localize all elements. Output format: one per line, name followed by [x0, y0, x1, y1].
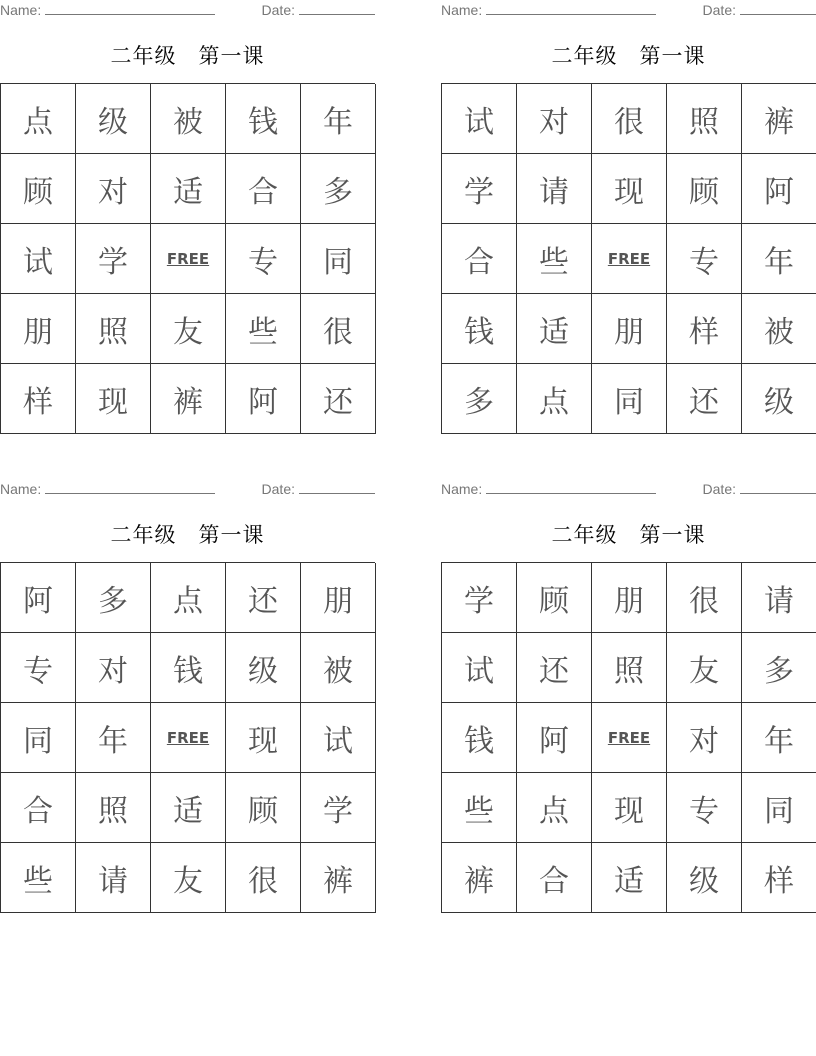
bingo-cell: 友: [151, 843, 226, 913]
bingo-cell: 还: [667, 364, 742, 434]
bingo-cell: 学: [442, 563, 517, 633]
bingo-cell: 学: [76, 224, 151, 294]
bingo-cell: 些: [442, 773, 517, 843]
bingo-cell: 裤: [151, 364, 226, 434]
date-label: Date:: [261, 481, 295, 497]
bingo-grid: [441, 562, 816, 913]
bingo-cell: 合: [442, 224, 517, 294]
bingo-cell: 专: [667, 224, 742, 294]
bingo-cell: 被: [742, 294, 816, 364]
name-label: Name:: [0, 481, 42, 497]
date-label: Date:: [702, 2, 736, 18]
free-space: FREE: [151, 224, 226, 294]
bingo-cell: 同: [742, 773, 816, 843]
name-field: [441, 481, 656, 497]
free-space: FREE: [151, 703, 226, 773]
bingo-cell: 些: [517, 224, 592, 294]
date-field: [703, 2, 816, 18]
bingo-cell: 朋: [592, 294, 667, 364]
name-date-row: [0, 2, 375, 20]
bingo-cell: 年: [301, 84, 376, 154]
bingo-cell: 多: [742, 633, 816, 703]
bingo-cell: 样: [667, 294, 742, 364]
bingo-cell: 对: [76, 154, 151, 224]
bingo-cell: 朋: [1, 294, 76, 364]
bingo-cell: 被: [301, 633, 376, 703]
bingo-cell: 级: [76, 84, 151, 154]
date-blank-line: [299, 2, 375, 15]
name-field: [0, 481, 215, 497]
bingo-cell: 被: [151, 84, 226, 154]
bingo-cell: 合: [517, 843, 592, 913]
free-space: FREE: [592, 224, 667, 294]
bingo-cell: 适: [592, 843, 667, 913]
bingo-cell: 阿: [742, 154, 816, 224]
bingo-cell: 点: [151, 563, 226, 633]
bingo-cell: 很: [226, 843, 301, 913]
bingo-cell: 顾: [226, 773, 301, 843]
bingo-cell: 试: [301, 703, 376, 773]
bingo-cell: 裤: [742, 84, 816, 154]
bingo-cell: 钱: [226, 84, 301, 154]
bingo-cell: 阿: [1, 563, 76, 633]
bingo-cell: 友: [151, 294, 226, 364]
bingo-cell: 很: [592, 84, 667, 154]
name-field: [441, 2, 656, 18]
bingo-cell: 裤: [301, 843, 376, 913]
bingo-cell: 级: [742, 364, 816, 434]
bingo-grid: [0, 562, 375, 913]
bingo-cell: 年: [76, 703, 151, 773]
bingo-cell: 对: [517, 84, 592, 154]
name-blank-line: [45, 2, 215, 15]
bingo-cell: 现: [592, 154, 667, 224]
date-blank-line: [299, 481, 375, 494]
name-label: Name:: [441, 481, 483, 497]
name-label: Name:: [0, 2, 42, 18]
card-title: 二年级 第一课: [551, 523, 706, 547]
bingo-cell: 对: [76, 633, 151, 703]
bingo-cell: 年: [742, 224, 816, 294]
bingo-cell: 现: [226, 703, 301, 773]
bingo-cell: 钱: [442, 294, 517, 364]
bingo-cell: 级: [226, 633, 301, 703]
bingo-cell: 还: [517, 633, 592, 703]
date-field: [703, 481, 816, 497]
name-date-row: [0, 481, 375, 499]
bingo-cell: 合: [226, 154, 301, 224]
card-title: 二年级 第一课: [110, 523, 265, 547]
bingo-cell: 裤: [442, 843, 517, 913]
bingo-cell: 点: [517, 364, 592, 434]
bingo-cell: 现: [76, 364, 151, 434]
bingo-cell: 样: [1, 364, 76, 434]
bingo-cell: 专: [1, 633, 76, 703]
bingo-cell: 多: [76, 563, 151, 633]
bingo-cell: 请: [517, 154, 592, 224]
bingo-card: [0, 0, 375, 440]
date-field: [262, 481, 375, 497]
bingo-cell: 点: [1, 84, 76, 154]
bingo-cell: 学: [442, 154, 517, 224]
bingo-cell: 多: [301, 154, 376, 224]
bingo-cell: 同: [1, 703, 76, 773]
bingo-cell: 专: [667, 773, 742, 843]
bingo-cell: 对: [667, 703, 742, 773]
bingo-card: [0, 479, 375, 919]
name-blank-line: [486, 2, 656, 15]
bingo-cell: 很: [301, 294, 376, 364]
bingo-cell: 合: [1, 773, 76, 843]
bingo-cell: 阿: [226, 364, 301, 434]
bingo-cell: 照: [76, 773, 151, 843]
bingo-cell: 钱: [442, 703, 517, 773]
name-field: [0, 2, 215, 18]
date-blank-line: [740, 481, 816, 494]
bingo-cell: 友: [667, 633, 742, 703]
bingo-cell: 照: [76, 294, 151, 364]
bingo-cell: 同: [592, 364, 667, 434]
bingo-cell: 年: [742, 703, 816, 773]
bingo-cell: 学: [301, 773, 376, 843]
bingo-cell: 些: [226, 294, 301, 364]
bingo-cell: 请: [76, 843, 151, 913]
bingo-grid: [0, 83, 375, 434]
bingo-cell: 点: [517, 773, 592, 843]
bingo-cell: 适: [151, 773, 226, 843]
free-space: FREE: [592, 703, 667, 773]
bingo-cell: 级: [667, 843, 742, 913]
bingo-cell: 朋: [592, 563, 667, 633]
name-date-row: [441, 2, 816, 20]
bingo-cell: 些: [1, 843, 76, 913]
bingo-cell: 钱: [151, 633, 226, 703]
date-label: Date:: [261, 2, 295, 18]
bingo-cell: 请: [742, 563, 816, 633]
card-title: 二年级 第一课: [551, 44, 706, 68]
bingo-cell: 还: [301, 364, 376, 434]
name-blank-line: [486, 481, 656, 494]
bingo-cell: 专: [226, 224, 301, 294]
bingo-cell: 顾: [1, 154, 76, 224]
name-label: Name:: [441, 2, 483, 18]
bingo-grid: [441, 83, 816, 434]
bingo-cell: 很: [667, 563, 742, 633]
bingo-cell: 同: [301, 224, 376, 294]
bingo-cell: 顾: [667, 154, 742, 224]
bingo-cell: 现: [592, 773, 667, 843]
bingo-cell: 样: [742, 843, 816, 913]
bingo-cell: 试: [442, 84, 517, 154]
bingo-cell: 试: [1, 224, 76, 294]
date-blank-line: [740, 2, 816, 15]
name-blank-line: [45, 481, 215, 494]
bingo-cell: 适: [151, 154, 226, 224]
bingo-cell: 还: [226, 563, 301, 633]
bingo-cell: 试: [442, 633, 517, 703]
date-label: Date:: [702, 481, 736, 497]
bingo-cell: 多: [442, 364, 517, 434]
name-date-row: [441, 481, 816, 499]
bingo-card: [441, 0, 816, 440]
card-title: 二年级 第一课: [110, 44, 265, 68]
bingo-cell: 朋: [301, 563, 376, 633]
bingo-cell: 照: [667, 84, 742, 154]
bingo-card: [441, 479, 816, 919]
bingo-cell: 适: [517, 294, 592, 364]
bingo-cell: 顾: [517, 563, 592, 633]
bingo-cell: 阿: [517, 703, 592, 773]
bingo-cell: 照: [592, 633, 667, 703]
date-field: [262, 2, 375, 18]
